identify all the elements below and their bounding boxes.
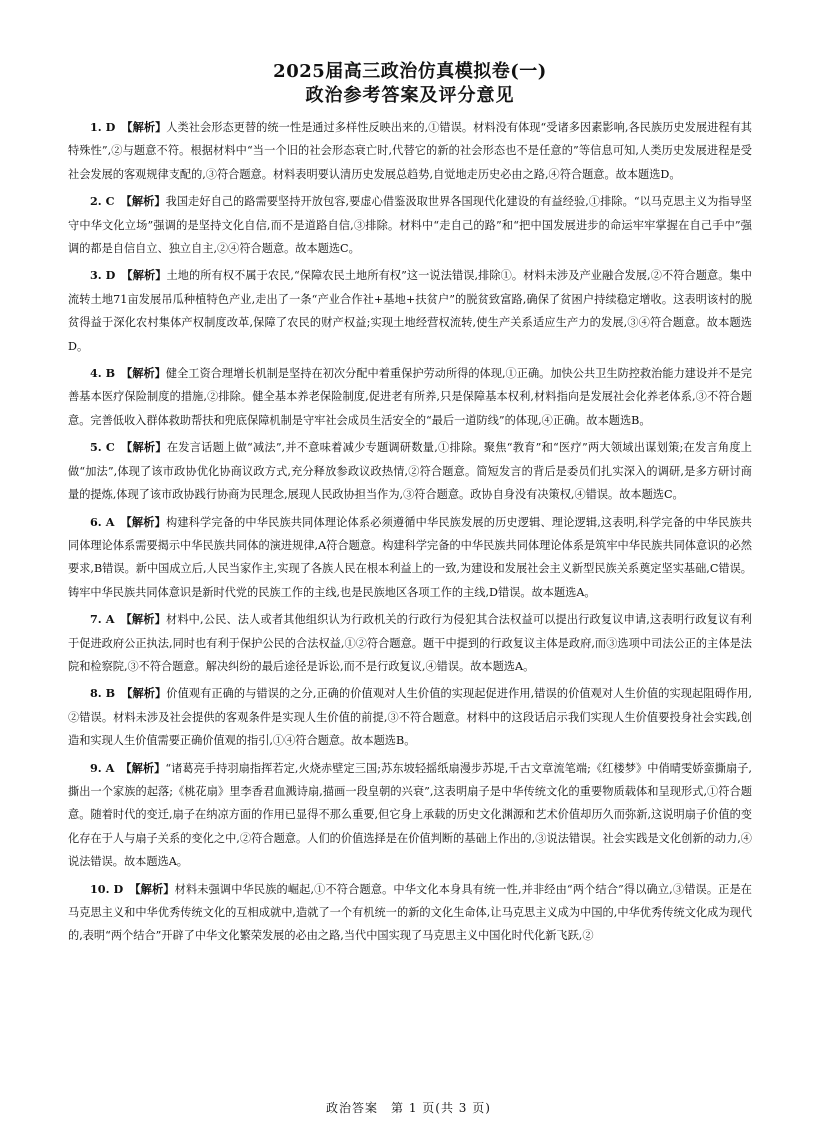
analysis-tag: 【解析】 — [120, 194, 166, 209]
answer-item — [68, 511, 752, 605]
answer-number: 6. A — [90, 514, 115, 529]
answer-list — [68, 116, 752, 948]
answer-item — [68, 682, 752, 752]
analysis-tag: 【解析】 — [121, 686, 167, 701]
answer-paragraph — [68, 362, 752, 432]
analysis-tag: 【解析】 — [121, 366, 166, 381]
answer-text: 材料未强调中华民族的崛起,①不符合题意。中华文化本身具有统一性,并非经由“两个结合”得以确立,③错误。正是在马克思主义和中华优秀传统文化的互相成就中,造就了一个有机统一的新的文化生命体,让马克思主义成为中国的,中华优秀传统文化成为现代的,表明“两个结合”开辟了中华文化繁荣发展的必由之路,当代中国实现了马克思主义中国化时代化新飞跃,② — [68, 882, 752, 943]
answer-paragraph — [68, 264, 752, 358]
analysis-tag: 【解析】 — [120, 612, 166, 627]
answer-number: 8. B — [90, 686, 116, 701]
answer-text: 在发言话题上做“减法”,并不意味着减少专题调研数量,①排除。聚焦“教育”和“医疗”两大领域出谋划策;在发言角度上做“加法”,体现了该市政协优化协商议政方式,充分释放参政议政热情,②符合题意。简短发言的背后是委员们扎实深入的调研,是多方研讨商量的提炼,体现了该市政协践行协商为民理念,展现人民政协担当作为,③符合题意。政协自身没有决策权,④错误。故本题选C。 — [68, 441, 752, 502]
answer-paragraph — [68, 608, 752, 678]
page-footer: 政治答案 第 1 页(共 3 页) — [326, 1101, 491, 1115]
answer-text: 材料中,公民、法人或者其他组织认为行政机关的行政行为侵犯其合法权益可以提出行政复议申请,这表明行政复议有利于促进政府公正执法,同时也有利于保护公民的合法权益,①②符合题意。题干中提到的行政复议主体是政府,而③选项中司法公正的主体是法院和检察院,③不符合题意。解决纠纷的最后途径是诉讼,而不是行政复议,④错误。故本题选A。 — [68, 613, 752, 673]
answer-text: “诸葛亮手持羽扇指挥若定,火烧赤壁定三国;苏东坡轻摇纸扇漫步苏堤,千古文章流笔端;《红楼梦》中俏晴雯娇蛮撕扇子,撕出一个家族的起落;《桃花扇》里李香君血溅诗扇,描画一段皇朝的兴衰”,这表明扇子是中华传统文化的重要物质载体和呈现形式,①符合题意。随着时代的变迁,扇子在纳凉方面的作用已显得不那么重要,但它身上承载的历史文化渊源和艺术价值却历久而弥新,这说明扇子价值的变化存在于人与扇子关系的变化之中,②符合题意。人们的价值选择是在价值判断的基础上作出的,③说法错误。社会实践是文化创新的动力,④说法错误。故本题选A。 — [68, 761, 752, 869]
page-subtitle: 政治参考答案及评分意见 — [305, 85, 515, 106]
answer-page — [68, 60, 752, 952]
answer-item — [68, 757, 752, 874]
answer-text: 构建科学完备的中华民族共同体理论体系必须遵循中华民族发展的历史逻辑、理论逻辑,这表明,科学完备的中华民族共同体理论体系需要揭示中华民族共同体的演进规律,A符合题意。构建科学完备的中华民族共同体理论体系是筑牢中华民族共同体意识的必然要求,B错误。新中国成立后,人民当家作主,实现了各族人民在根本利益上的一致,为建设和发展社会主义新型民族关系奠定坚实基础,C错误。铸牢中华民族共同体意识是新时代党的民族工作的主线,也是民族地区各项工作的主线,D错误。故本题选A。 — [68, 515, 752, 599]
answer-paragraph — [68, 878, 752, 948]
answer-paragraph — [68, 757, 752, 874]
answer-number: 7. A — [90, 612, 115, 627]
answer-number: 4. B — [90, 366, 116, 381]
answer-item — [68, 264, 752, 358]
answer-number: 5. C — [90, 440, 115, 455]
answer-item — [68, 362, 752, 432]
answer-paragraph — [68, 436, 752, 506]
answer-text: 土地的所有权不属于农民,“保障农民土地所有权”这一说法错误,排除①。材料未涉及产业融合发展,②不符合题意。集中流转土地71亩发展吊瓜种植特色产业,走出了一条“产业合作社+基地+扶贫户”的脱贫致富路,确保了贫困户持续稳定增收。这表明该村的脱贫得益于深化农村集体产权制度改革,保障了农民的财产权益;实现土地经营权流转,使生产关系适应生产力的发展,③④符合题意。故本题选D。 — [68, 269, 752, 353]
answer-item — [68, 116, 752, 186]
answer-paragraph — [68, 190, 752, 260]
page-title: 2025届高三政治仿真模拟卷(一) — [273, 61, 547, 82]
answer-number: 1. D — [90, 120, 116, 134]
answer-number: 9. A — [90, 760, 115, 775]
answer-number: 10. D — [90, 881, 124, 896]
answer-number: 3. D — [90, 268, 116, 283]
answer-text: 人类社会形态更替的统一性是通过多样性反映出来的,①错误。材料没有体现“受诸多因素影响,各民族历史发展进程有其特殊性”,②与题意不符。根据材料中“当一个旧的社会形态衰亡时,代替它的新的社会形态也不是任意的”等信息可知,人类历史发展进程是受社会发展的客观规律支配的,③符合题意。材料表明要认清历史发展总趋势,自觉地走历史必由之路,④符合题意。故本题选D。 — [68, 121, 752, 181]
analysis-tag: 【解析】 — [120, 440, 167, 455]
answer-item — [68, 608, 752, 678]
answer-number: 2. C — [90, 194, 115, 209]
answer-paragraph — [68, 116, 752, 186]
answer-text: 健全工资合理增长机制是坚持在初次分配中着重保护劳动所得的体现,①正确。加快公共卫生防控救治能力建设并不是完善基本医疗保险制度的措施,②排除。健全基本养老保险制度,促进老有所养,只是保障基本权利,材料指向是发展社会化养老体系,③不符合题意。完善低收入群体救助帮扶和兜底保障机制是守牢社会成员生活安全的“最后一道防线”的体现,④正确。故本题选B。 — [68, 367, 752, 427]
answer-text: 我国走好自己的路需要坚持开放包容,要虚心借鉴汲取世界各国现代化建设的有益经验,①排除。“以马克思主义为指导坚守中华文化立场”强调的是坚持文化自信,而不是道路自信,③排除。材料中“走自己的路”和“把中国发展进步的命运牢牢掌握在自己手中”强调的都是自信自立、独立自主,②④符合题意。故本题选C。 — [68, 195, 752, 256]
answer-item — [68, 436, 752, 506]
analysis-tag: 【解析】 — [120, 514, 166, 529]
answer-item — [68, 190, 752, 260]
answer-paragraph — [68, 682, 752, 752]
answer-text: 价值观有正确的与错误的之分,正确的价值观对人生价值的实现起促进作用,错误的价值观对人生价值的实现起阻碍作用,②错误。材料未涉及社会提供的客观条件是实现人生价值的前提,③不符合题意。材料中的这段话启示我们实现人生价值要投身社会实践,创造和实现人生价值需要正确价值观的指引,①④符合题意。故本题选B。 — [68, 687, 752, 748]
answer-item — [68, 878, 752, 948]
answer-paragraph — [68, 511, 752, 605]
analysis-tag: 【解析】 — [121, 268, 167, 283]
analysis-tag: 【解析】 — [120, 760, 166, 775]
analysis-tag: 【解析】 — [121, 120, 167, 134]
analysis-tag: 【解析】 — [129, 881, 175, 896]
